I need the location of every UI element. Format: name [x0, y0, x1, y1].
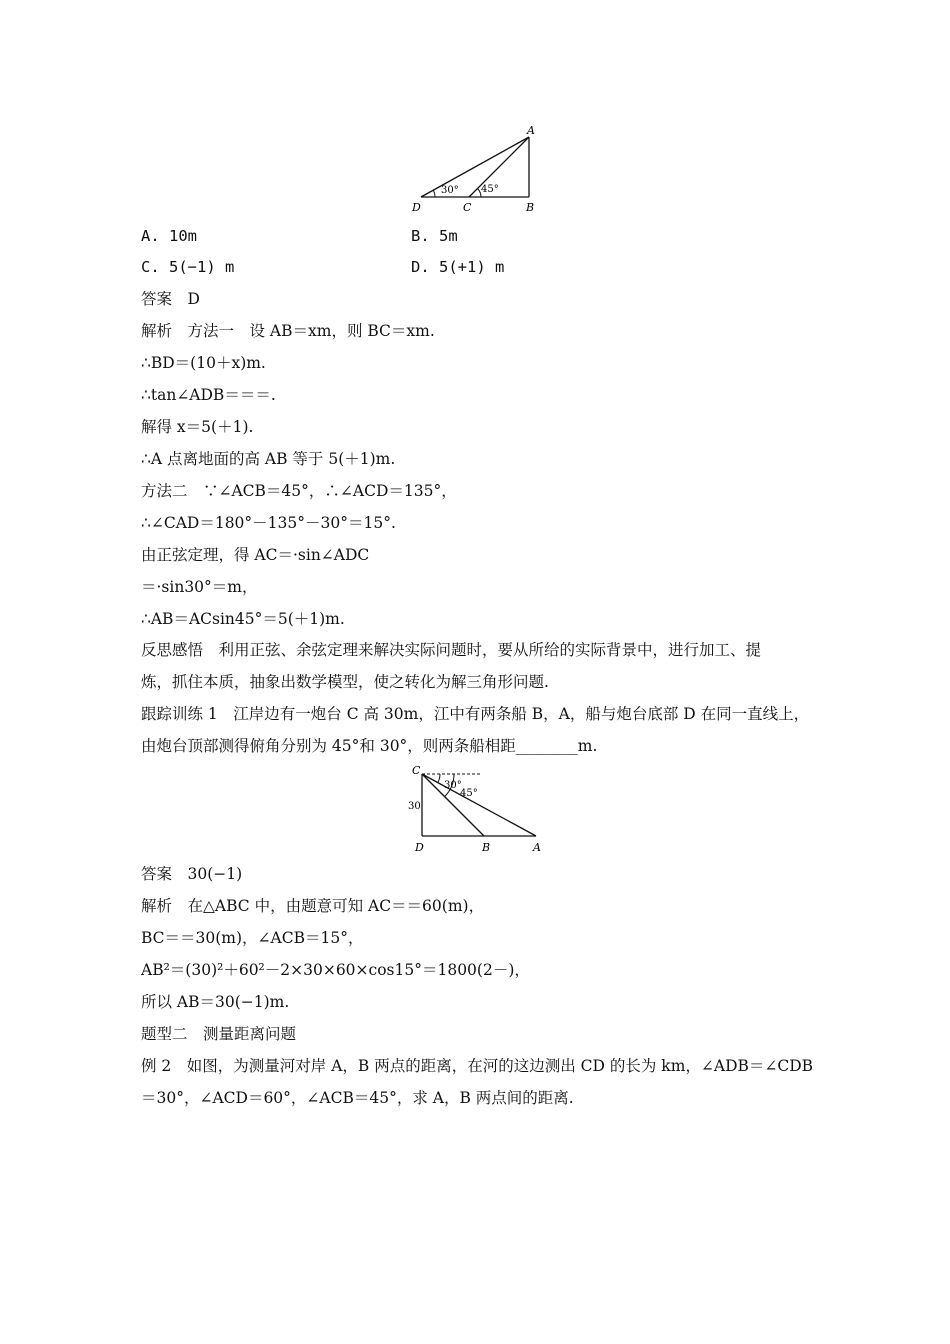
- solution-line-6: 方法二 ∵∠ACB＝45°，∴∠ACD＝135°，: [141, 482, 457, 500]
- angle-label-45: 45°: [460, 788, 478, 799]
- solution-line-5: ∴A 点离地面的高 AB 等于 5(＋1)m.: [141, 450, 396, 468]
- point-label-d: D: [415, 841, 424, 854]
- option-c: C. 5(−1) m: [141, 258, 235, 276]
- point-label-a: A: [533, 841, 541, 854]
- point-label-c: C: [463, 201, 472, 214]
- reflection-line-2: 炼，抓住本质，抽象出数学模型，使之转化为解三角形问题.: [141, 673, 549, 691]
- solution-line-1: 解析 方法一 设 AB＝xm，则 BC＝xm.: [141, 322, 435, 340]
- reflection-line-1: 反思感悟 利用正弦、余弦定理来解决实际问题时，要从所给的实际背景中，进行加工、提: [141, 641, 762, 659]
- section-heading: 题型二 测量距离问题: [141, 1025, 297, 1043]
- solution2-line-1: 解析 在△ABC 中，由题意可知 AC＝＝60(m)，: [141, 897, 485, 915]
- solution-line-9: ＝·sin30°＝m，: [141, 578, 258, 596]
- solution-line-3: ∴tan∠ADB＝＝＝.: [141, 386, 276, 404]
- solution-line-8: 由正弦定理，得 AC＝·sin∠ADC: [141, 546, 370, 564]
- answer-line-2: 答案 30(−1): [141, 865, 243, 883]
- option-a: A. 10m: [141, 227, 197, 245]
- point-label-a: A: [527, 124, 535, 137]
- point-label-d: D: [412, 201, 421, 214]
- solution-line-4: 解得 x＝5(＋1).: [141, 418, 254, 436]
- point-label-b: B: [482, 841, 491, 854]
- solution2-line-4: 所以 AB＝30(−1)m.: [141, 993, 290, 1011]
- angle-label-30: 30°: [444, 780, 462, 791]
- option-b: B. 5m: [411, 227, 458, 245]
- solution-line-10: ∴AB＝ACsin45°＝5(＋1)m.: [141, 610, 345, 628]
- solution-line-7: ∴∠CAD＝180°－135°－30°＝15°.: [141, 514, 396, 532]
- option-d: D. 5(+1) m: [411, 258, 505, 276]
- example-line-1: 例 2 如图，为测量河对岸 A，B 两点的距离，在河的这边测出 CD 的长为 km，∠ADB＝∠CDB: [141, 1057, 814, 1075]
- solution-line-2: ∴BD＝(10＋x)m.: [141, 354, 266, 372]
- point-label-b: B: [526, 201, 535, 214]
- angle-label-c: 45°: [481, 184, 499, 195]
- triangle-figure-2: [404, 762, 554, 856]
- exercise-line-1: 跟踪训练 1 江岸边有一炮台 C 高 30m，江中有两条船 B，A，船与炮台底部 D 在同一直线上，: [141, 705, 810, 723]
- exercise-line-2: 由炮台顶部测得俯角分别为 45°和 30°，则两条船相距________m.: [141, 737, 598, 755]
- height-label: 30: [408, 801, 421, 812]
- solution2-line-2: BC＝＝30(m)，∠ACB＝15°，: [141, 929, 364, 947]
- answer-line: 答案 D: [141, 290, 200, 308]
- example-line-2: ＝30°，∠ACD＝60°，∠ACB＝45°，求 A，B 两点间的距离.: [141, 1089, 574, 1107]
- point-label-c: C: [412, 764, 421, 777]
- angle-label-d: 30°: [441, 185, 459, 196]
- triangle-figure-1: [405, 120, 555, 218]
- solution2-line-3: AB²＝(30)²＋60²－2×30×60×cos15°＝1800(2－)，: [141, 961, 530, 979]
